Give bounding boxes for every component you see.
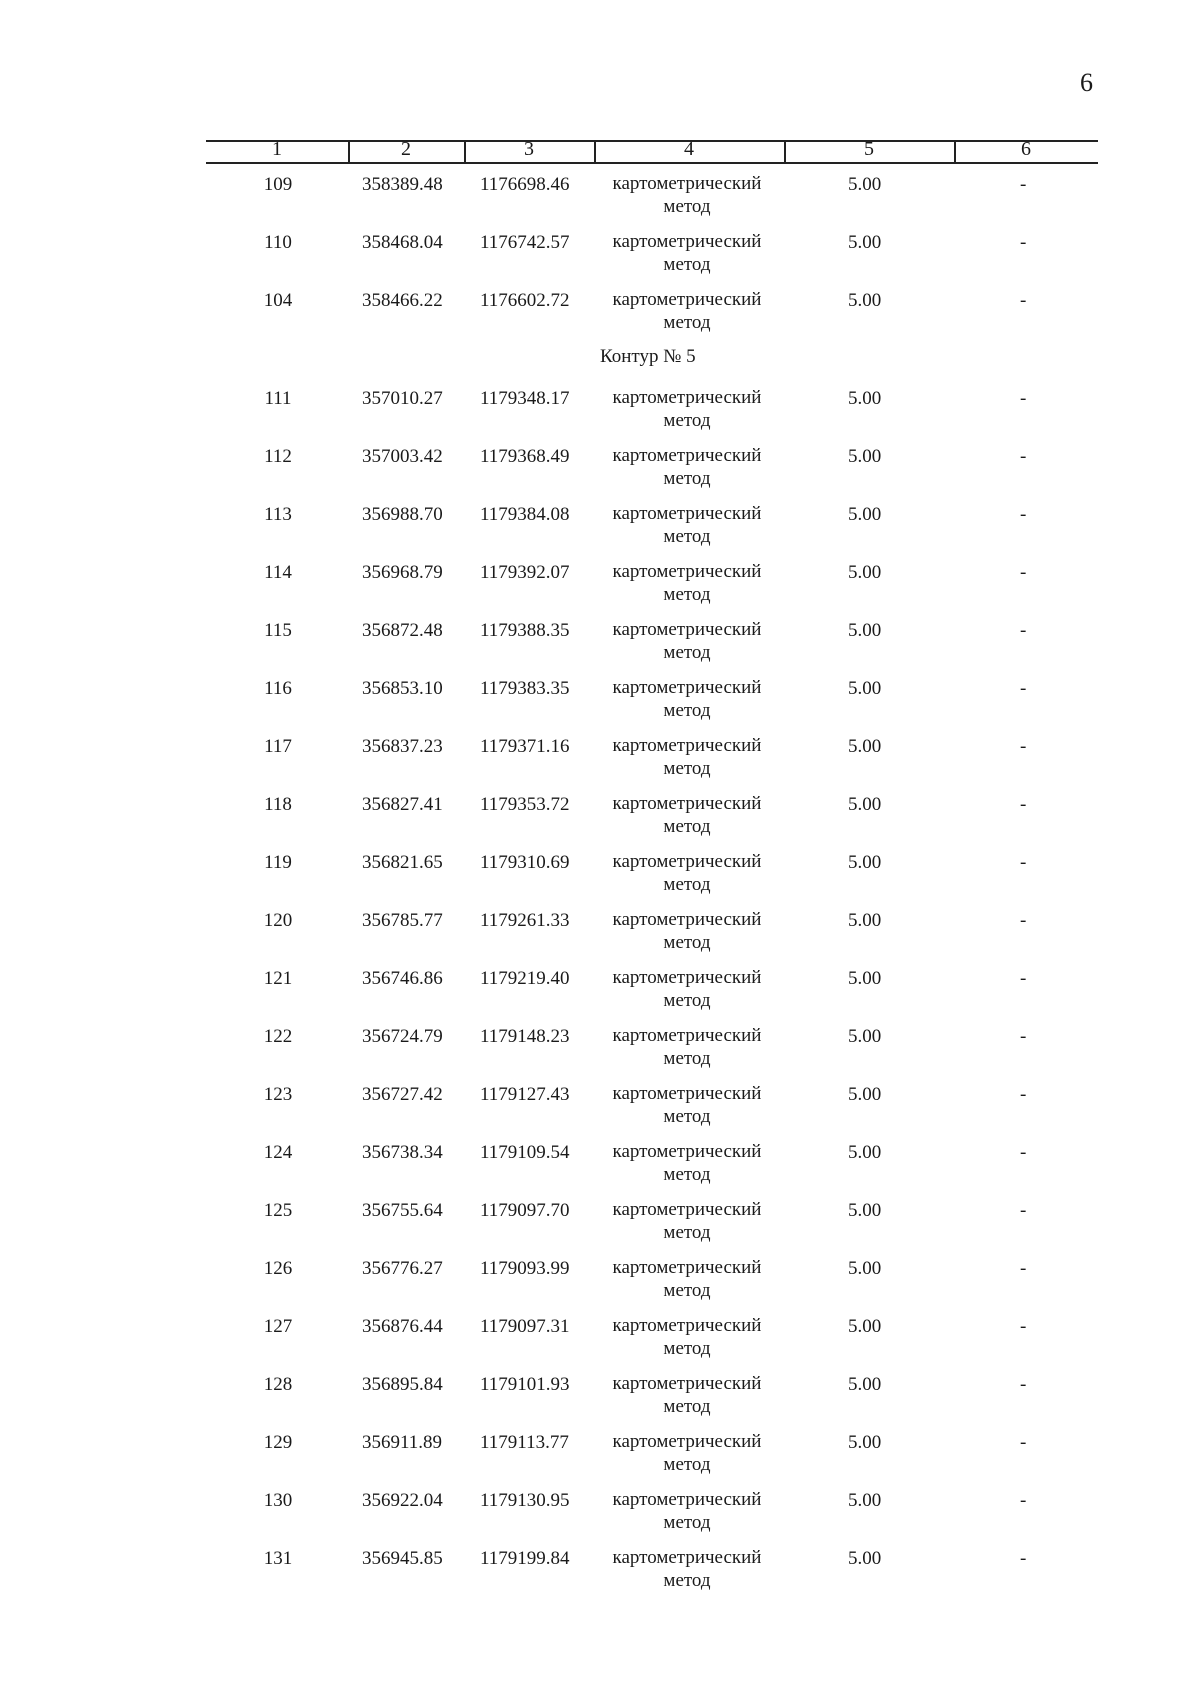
method-line1: картометрический	[612, 1025, 762, 1046]
coord-x: 358466.22	[362, 290, 443, 311]
point-number: 118	[264, 794, 292, 815]
method-line2: метод	[663, 1570, 711, 1591]
table-row	[0, 1132, 1200, 1190]
method	[602, 444, 772, 490]
method	[602, 502, 772, 548]
accuracy: 5.00	[848, 174, 882, 195]
method-line1: картометрический	[612, 231, 762, 252]
header-col-4: 4	[684, 138, 694, 160]
coord-y: 1179097.70	[480, 1200, 570, 1221]
coord-x: 357003.42	[362, 446, 443, 467]
accuracy: 5.00	[848, 504, 882, 525]
accuracy: 5.00	[848, 794, 882, 815]
method-line2: метод	[663, 1106, 711, 1127]
coord-y: 1179371.16	[480, 736, 570, 757]
coord-x: 356738.34	[362, 1142, 443, 1163]
note: -	[1020, 1026, 1027, 1047]
point-number: 131	[263, 1548, 293, 1569]
table-row	[0, 1074, 1200, 1132]
table-row	[0, 1248, 1200, 1306]
method-line2: метод	[663, 816, 711, 837]
method	[602, 1140, 772, 1186]
method-line1: картометрический	[612, 1489, 762, 1510]
note: -	[1020, 852, 1027, 873]
header-col-6: 6	[1021, 138, 1031, 160]
coord-y: 1179199.84	[480, 1548, 570, 1569]
note: -	[1020, 174, 1027, 195]
point-number: 110	[264, 232, 292, 253]
coord-y: 1179219.40	[480, 968, 570, 989]
table-row	[0, 1422, 1200, 1480]
method	[602, 386, 772, 432]
header-col-3: 3	[524, 138, 534, 160]
method	[602, 1024, 772, 1070]
point-number: 119	[264, 852, 292, 873]
point-number: 117	[264, 736, 292, 757]
coord-x: 356922.04	[362, 1490, 443, 1511]
table-row	[0, 1480, 1200, 1538]
table-row	[0, 900, 1200, 958]
note: -	[1020, 1432, 1027, 1453]
coord-x: 356853.10	[362, 678, 443, 699]
accuracy: 5.00	[848, 910, 882, 931]
accuracy: 5.00	[848, 1432, 882, 1453]
coord-x: 356911.89	[362, 1432, 443, 1453]
method	[602, 560, 772, 606]
method	[602, 172, 772, 218]
method	[602, 792, 772, 838]
coord-x: 358389.48	[362, 174, 443, 195]
method	[602, 1372, 772, 1418]
accuracy: 5.00	[848, 290, 882, 311]
method-line1: картометрический	[612, 619, 762, 640]
coord-y: 1179353.72	[480, 794, 570, 815]
accuracy: 5.00	[848, 736, 882, 757]
method-line2: метод	[663, 874, 711, 895]
method-line1: картометрический	[612, 1083, 762, 1104]
point-number: 112	[264, 446, 292, 467]
method-line1: картометрический	[612, 909, 762, 930]
coord-y: 1179113.77	[480, 1432, 569, 1453]
method-line2: метод	[663, 642, 711, 663]
method-line2: метод	[663, 1164, 711, 1185]
method-line2: метод	[663, 468, 711, 489]
coord-y: 1179261.33	[480, 910, 570, 931]
coord-x: 356872.48	[362, 620, 443, 641]
method-line1: картометрический	[612, 387, 762, 408]
coord-y: 1179388.35	[480, 620, 570, 641]
coord-y: 1179348.17	[480, 388, 570, 409]
table-row	[0, 552, 1200, 610]
note: -	[1020, 1548, 1027, 1569]
method-line1: картометрический	[612, 793, 762, 814]
method-line1: картометрический	[612, 851, 762, 872]
method-line1: картометрический	[612, 1373, 762, 1394]
note: -	[1020, 290, 1027, 311]
point-number: 125	[263, 1200, 293, 1221]
point-number: 116	[264, 678, 292, 699]
method	[602, 1082, 772, 1128]
method	[602, 230, 772, 276]
table-row	[0, 668, 1200, 726]
note: -	[1020, 562, 1027, 583]
accuracy: 5.00	[848, 1026, 882, 1047]
coord-y: 1179093.99	[480, 1258, 570, 1279]
accuracy: 5.00	[848, 1316, 882, 1337]
point-number: 127	[263, 1316, 293, 1337]
method	[602, 288, 772, 334]
coord-y: 1179101.93	[480, 1374, 570, 1395]
coord-y: 1179368.49	[480, 446, 570, 467]
note: -	[1020, 504, 1027, 525]
table-row	[0, 1016, 1200, 1074]
coord-x: 356945.85	[362, 1548, 443, 1569]
method-line2: метод	[663, 758, 711, 779]
note: -	[1020, 1490, 1027, 1511]
method	[602, 1198, 772, 1244]
method-line2: метод	[663, 312, 711, 333]
coord-y: 1179148.23	[480, 1026, 570, 1047]
accuracy: 5.00	[848, 1548, 882, 1569]
coord-x: 358468.04	[362, 232, 443, 253]
accuracy: 5.00	[848, 852, 882, 873]
note: -	[1020, 388, 1027, 409]
coord-y: 1179097.31	[480, 1316, 570, 1337]
method-line1: картометрический	[612, 735, 762, 756]
note: -	[1020, 1258, 1027, 1279]
accuracy: 5.00	[848, 620, 882, 641]
coord-x: 356821.65	[362, 852, 443, 873]
coord-x: 356755.64	[362, 1200, 443, 1221]
coord-y: 1176602.72	[480, 290, 570, 311]
coord-y: 1179392.07	[480, 562, 570, 583]
method-line1: картометрический	[612, 1431, 762, 1452]
coord-y: 1179127.43	[480, 1084, 570, 1105]
table-row	[0, 1538, 1200, 1596]
table-row	[0, 726, 1200, 784]
coord-y: 1176742.57	[480, 232, 570, 253]
method	[602, 1430, 772, 1476]
table-row	[0, 280, 1200, 338]
note: -	[1020, 1142, 1027, 1163]
coord-x: 356988.70	[362, 504, 443, 525]
method-line2: метод	[663, 932, 711, 953]
coord-x: 356968.79	[362, 562, 443, 583]
method-line1: картометрический	[612, 289, 762, 310]
header-col-1: 1	[272, 138, 282, 160]
contour-label: Контур № 5	[600, 346, 696, 367]
table-row	[0, 784, 1200, 842]
note: -	[1020, 910, 1027, 931]
accuracy: 5.00	[848, 1258, 882, 1279]
method-line2: метод	[663, 990, 711, 1011]
coord-x: 357010.27	[362, 388, 443, 409]
table-row	[0, 378, 1200, 436]
method-line1: картометрический	[612, 1315, 762, 1336]
method-line2: метод	[663, 526, 711, 547]
coord-y: 1179383.35	[480, 678, 570, 699]
accuracy: 5.00	[848, 678, 882, 699]
method-line1: картометрический	[612, 503, 762, 524]
point-number: 122	[263, 1026, 293, 1047]
accuracy: 5.00	[848, 1490, 882, 1511]
coord-y: 1176698.46	[480, 174, 570, 195]
accuracy: 5.00	[848, 1142, 882, 1163]
contour-heading	[0, 338, 1200, 378]
point-number: 115	[264, 620, 292, 641]
note: -	[1020, 232, 1027, 253]
point-number: 129	[263, 1432, 293, 1453]
point-number: 111	[264, 388, 292, 409]
note: -	[1020, 446, 1027, 467]
note: -	[1020, 794, 1027, 815]
accuracy: 5.00	[848, 562, 882, 583]
point-number: 121	[263, 968, 293, 989]
method-line1: картометрический	[612, 677, 762, 698]
point-number: 120	[263, 910, 293, 931]
method	[602, 618, 772, 664]
accuracy: 5.00	[848, 1084, 882, 1105]
point-number: 123	[263, 1084, 293, 1105]
note: -	[1020, 1200, 1027, 1221]
method	[602, 1488, 772, 1534]
accuracy: 5.00	[848, 1374, 882, 1395]
note: -	[1020, 968, 1027, 989]
method-line2: метод	[663, 1280, 711, 1301]
method	[602, 966, 772, 1012]
method-line1: картометрический	[612, 1199, 762, 1220]
point-number: 126	[263, 1258, 293, 1279]
method	[602, 850, 772, 896]
note: -	[1020, 1374, 1027, 1395]
coord-y: 1179130.95	[480, 1490, 570, 1511]
method-line2: метод	[663, 410, 711, 431]
table-row	[0, 222, 1200, 280]
method-line1: картометрический	[612, 1141, 762, 1162]
note: -	[1020, 1316, 1027, 1337]
method	[602, 1256, 772, 1302]
point-number: 128	[263, 1374, 293, 1395]
point-number: 104	[263, 290, 293, 311]
method	[602, 1546, 772, 1592]
coord-y: 1179384.08	[480, 504, 570, 525]
method-line2: метод	[663, 584, 711, 605]
method-line1: картометрический	[612, 561, 762, 582]
method-line1: картометрический	[612, 173, 762, 194]
coord-x: 356895.84	[362, 1374, 443, 1395]
method-line1: картометрический	[612, 1257, 762, 1278]
note: -	[1020, 620, 1027, 641]
table-header	[206, 134, 1098, 164]
point-number: 113	[264, 504, 292, 525]
coord-x: 356785.77	[362, 910, 443, 931]
method-line2: метод	[663, 1454, 711, 1475]
method-line2: метод	[663, 1048, 711, 1069]
table-row	[0, 494, 1200, 552]
accuracy: 5.00	[848, 446, 882, 467]
coord-x: 356837.23	[362, 736, 443, 757]
table-row	[0, 436, 1200, 494]
note: -	[1020, 678, 1027, 699]
coord-x: 356827.41	[362, 794, 443, 815]
coord-x: 356776.27	[362, 1258, 443, 1279]
accuracy: 5.00	[848, 1200, 882, 1221]
page-number: 6	[1080, 68, 1093, 97]
method-line2: метод	[663, 1222, 711, 1243]
method	[602, 908, 772, 954]
coord-y: 1179310.69	[480, 852, 570, 873]
coord-x: 356746.86	[362, 968, 443, 989]
method-line2: метод	[663, 196, 711, 217]
point-number: 124	[263, 1142, 293, 1163]
header-col-2: 2	[401, 138, 411, 160]
note: -	[1020, 736, 1027, 757]
note: -	[1020, 1084, 1027, 1105]
accuracy: 5.00	[848, 968, 882, 989]
method-line2: метод	[663, 700, 711, 721]
coord-x: 356876.44	[362, 1316, 443, 1337]
method-line2: метод	[663, 1396, 711, 1417]
method-line2: метод	[663, 1512, 711, 1533]
coord-y: 1179109.54	[480, 1142, 570, 1163]
method	[602, 734, 772, 780]
table-row	[0, 842, 1200, 900]
method-line2: метод	[663, 1338, 711, 1359]
table-row	[0, 164, 1200, 222]
point-number: 114	[264, 562, 292, 583]
method-line1: картометрический	[612, 1547, 762, 1568]
method	[602, 676, 772, 722]
header-col-5: 5	[864, 138, 874, 160]
table-row	[0, 1306, 1200, 1364]
coord-x: 356727.42	[362, 1084, 443, 1105]
coord-x: 356724.79	[362, 1026, 443, 1047]
accuracy: 5.00	[848, 388, 882, 409]
table-body	[0, 164, 1200, 1596]
method-line1: картометрический	[612, 967, 762, 988]
method-line1: картометрический	[612, 445, 762, 466]
accuracy: 5.00	[848, 232, 882, 253]
method	[602, 1314, 772, 1360]
point-number: 130	[263, 1490, 293, 1511]
table-row	[0, 610, 1200, 668]
point-number: 109	[263, 174, 293, 195]
table-row	[0, 1364, 1200, 1422]
table-row	[0, 1190, 1200, 1248]
table-row	[0, 958, 1200, 1016]
method-line2: метод	[663, 254, 711, 275]
